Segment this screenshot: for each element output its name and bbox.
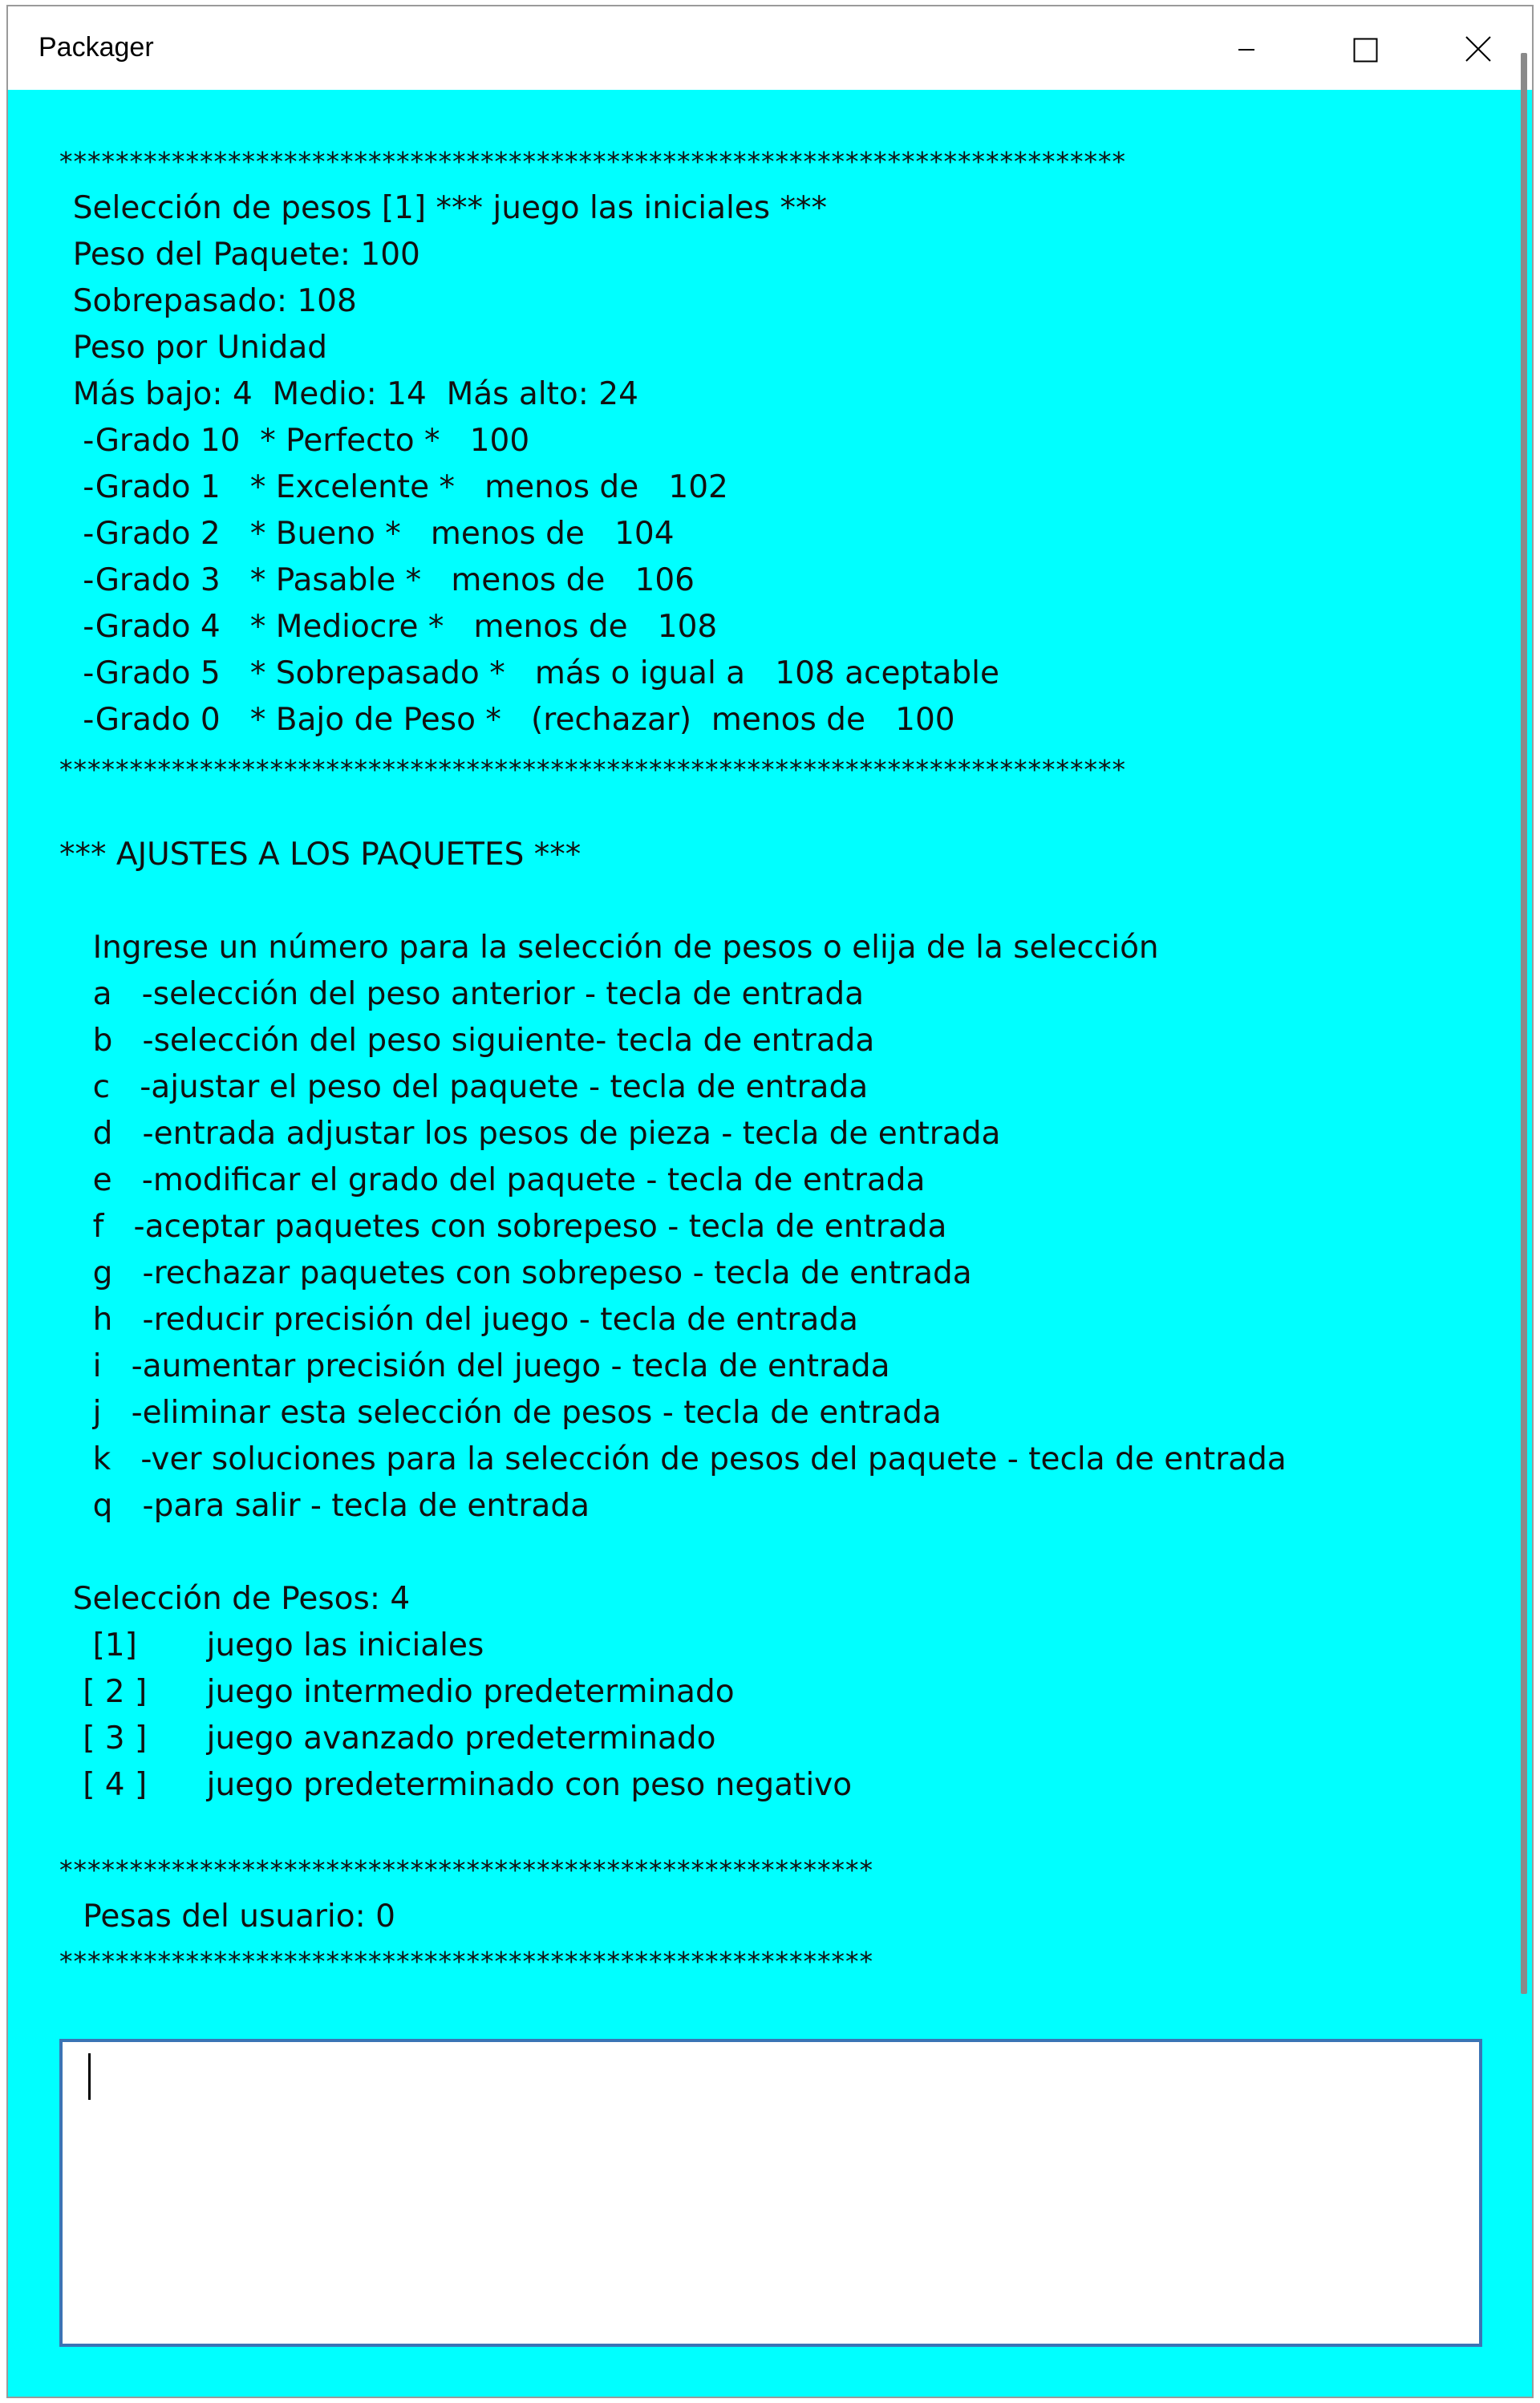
menu-option: d -entrada adjustar los pesos de pieza - tecla de entrada	[53, 1116, 1001, 1152]
console-output	[8, 90, 1532, 2397]
console-line: -Grado 3 * Pasable * menos de 106	[53, 562, 695, 598]
console-line: Sobrepasado: 108	[53, 283, 357, 319]
minimize-button[interactable]	[1189, 6, 1304, 90]
menu-option: j -eliminar esta selección de pesos - tecla de entrada	[53, 1395, 942, 1431]
title-bar[interactable]	[8, 6, 1532, 90]
close-icon	[1420, 6, 1534, 90]
menu-option: h -reducir precisión del juego - tecla de entrada	[53, 1302, 858, 1338]
weight-set-item: [ 4 ] juego predeterminado con peso negativo	[53, 1767, 853, 1803]
separator-line: ****************************************************************************	[59, 146, 1126, 177]
menu-option: f -aceptar paquetes con sobrepeso - tecla de entrada	[53, 1209, 947, 1245]
weight-set-item: [ 2 ] juego intermedio predeterminado	[53, 1674, 735, 1710]
separator-line: **********************************************************	[59, 1946, 873, 1977]
section-heading: *** AJUSTES A LOS PAQUETES ***	[59, 837, 582, 873]
console-line: Selección de Pesos: 4	[53, 1581, 411, 1617]
maximize-button[interactable]	[1304, 6, 1420, 90]
weight-set-item: [ 3 ] juego avanzado predeterminado	[53, 1720, 716, 1757]
console-line: -Grado 2 * Bueno * menos de 104	[53, 516, 675, 552]
console-line: -Grado 10 * Perfecto * 100	[53, 423, 530, 459]
menu-option: c -ajustar el peso del paquete - tecla de entrada	[53, 1069, 869, 1105]
menu-option: i -aumentar precisión del juego - tecla de entrada	[53, 1348, 890, 1384]
menu-option: g -rechazar paquetes con sobrepeso - tecla de entrada	[53, 1255, 972, 1291]
console-line: Ingrese un número para la selección de pesos o elija de la selección	[53, 930, 1159, 966]
text-caret	[88, 2053, 91, 2100]
console-line: -Grado 5 * Sobrepasado * más o igual a 108 aceptable	[53, 655, 999, 691]
separator-line: **********************************************************	[59, 1854, 873, 1886]
menu-option: q -para salir - tecla de entrada	[53, 1488, 590, 1524]
command-input[interactable]	[59, 2039, 1482, 2347]
console-line: -Grado 4 * Mediocre * menos de 108	[53, 609, 718, 645]
vertical-scrollbar[interactable]	[1521, 53, 1527, 1994]
menu-option: a -selección del peso anterior - tecla de entrada	[53, 976, 865, 1012]
weight-set-item: [1] juego las iniciales	[53, 1627, 484, 1663]
console-line: -Grado 0 * Bajo de Peso * (rechazar) menos de 100	[53, 702, 955, 738]
console-line: Más bajo: 4 Medio: 14 Más alto: 24	[53, 376, 638, 412]
menu-option: b -selección del peso siguiente- tecla de entrada	[53, 1023, 875, 1059]
console-line: Pesas del usuario: 0	[53, 1898, 395, 1935]
menu-option: e -modificar el grado del paquete - tecla de entrada	[53, 1162, 926, 1198]
app-window	[6, 5, 1534, 2398]
console-line: Selección de pesos [1] *** juego las iniciales ***	[53, 190, 828, 226]
maximize-icon	[1304, 6, 1420, 90]
console-line: -Grado 1 * Excelente * menos de 102	[53, 469, 728, 505]
separator-line: ****************************************************************************	[59, 754, 1126, 785]
console-line: Peso del Paquete: 100	[53, 237, 420, 273]
close-button[interactable]	[1420, 6, 1534, 90]
window-title: Packager	[38, 32, 154, 63]
console-line: Peso por Unidad	[53, 330, 328, 366]
menu-option: k -ver soluciones para la selección de pesos del paquete - tecla de entrada	[53, 1441, 1287, 1477]
minimize-icon	[1189, 6, 1304, 90]
